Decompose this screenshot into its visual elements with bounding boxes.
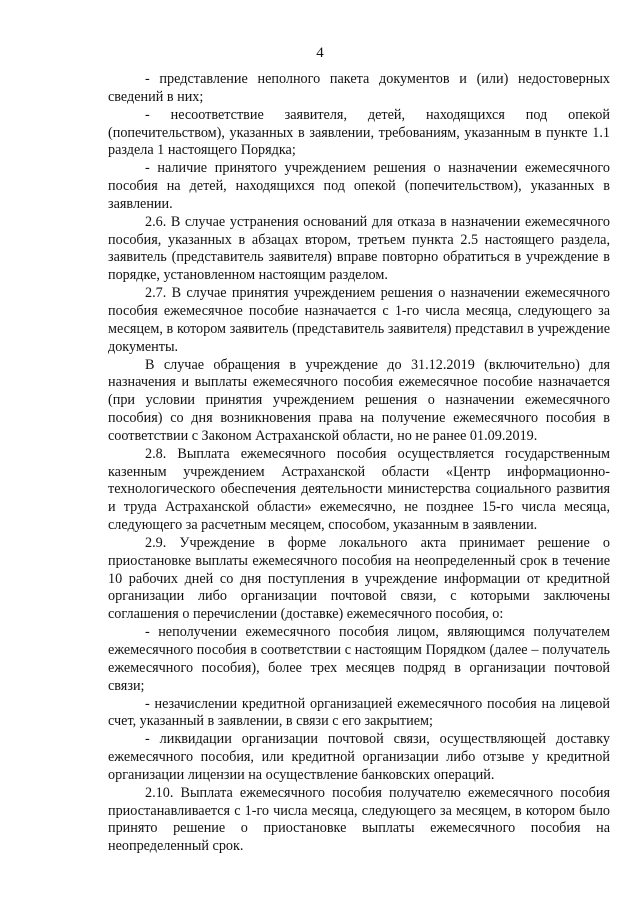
paragraph-clause-2-7-continued: В случае обращения в учреждение до 31.12.2019 (включительно) для назначения и выплаты ежемесячного пособия ежемесячное пособие назначается (при условии принятия учреждением решения о назначении ежемесячного пособия) со дня возникновения права на получение ежемесячного пособия в соответствии с Законом Астраханской области, но не ранее 01.09.2019.: [108, 356, 610, 444]
paragraph-liquidation: - ликвидации организации почтовой связи, осуществляющей доставку ежемесячного пособия, или кредитной организации либо отзыве у кредитной организации лицензии на осуществление банковских операций.: [108, 731, 610, 783]
paragraph-clause-2-6: 2.6. В случае устранения оснований для отказа в назначении ежемесячного пособия, указанных в абзацах втором, третьем пункта 2.5 настоящего раздела, заявитель (представитель заявителя) вправе повторно обратиться в учреждение в порядке, установленном настоящим разделом.: [108, 213, 610, 284]
paragraph-incomplete-documents: - представление неполного пакета документов и (или) недостоверных сведений в них;: [108, 71, 610, 105]
paragraph-non-crediting: - незачислении кредитной организацией ежемесячного пособия на лицевой счет, указанный в заявлении, в связи с его закрытием;: [108, 695, 610, 730]
paragraph-clause-2-9: 2.9. Учреждение в форме локального акта принимает решение о приостановке выплаты ежемесячного пособия на неопределенный срок в течение 10 рабочих дней со дня поступления в учреждение информации от кредитной организации либо организации почтовой связи, с которыми заключены соглашения о перечислении (доставке) ежемесячного пособия, о:: [108, 534, 610, 623]
paragraph-applicant-mismatch: - несоответствие заявителя, детей, находящихся под опекой (попечительством), указанных в заявлении, требованиям, указанным в пункте 1.1 раздела 1 настоящего Порядка;: [108, 106, 610, 159]
paragraph-non-receipt: - неполучении ежемесячного пособия лицом, являющимся получателем ежемесячного пособия в соответствии с настоящим Порядком (далее – получатель ежемесячного пособия), более трех месяцев подряд в организации почтовой связи;: [108, 624, 610, 694]
paragraph-clause-2-10: 2.10. Выплата ежемесячного пособия получателю ежемесячного пособия приостанавливается с 1-го числа месяца, следующего за месяцем, в котором было принято решение о приостановке выплаты ежемесячного пособия на неопределенный срок.: [108, 784, 610, 855]
page-number: 4: [316, 45, 324, 61]
paragraph-clause-2-8: 2.8. Выплата ежемесячного пособия осуществляется государственным казенным учреждением Астраханской области «Центр информационно-технологического обеспечения деятельности министерства социального развития и труда Астраханской области» ежемесячно, не позднее 15-го числа месяца, следующего за расчетным месяцем, способом, указанным в заявлении.: [108, 445, 610, 534]
paragraph-existing-decision: - наличие принятого учреждением решения о назначении ежемесячного пособия на детей, находящихся под опекой (попечительством), указанных в заявлении.: [108, 160, 610, 212]
document-body: [108, 71, 610, 856]
paragraph-clause-2-7: 2.7. В случае принятия учреждением решения о назначении ежемесячного пособия ежемесячное пособие назначается с 1-го числа месяца, следующего за месяцем, в котором заявитель (представитель заявителя) представил в учреждение документы.: [108, 285, 610, 355]
